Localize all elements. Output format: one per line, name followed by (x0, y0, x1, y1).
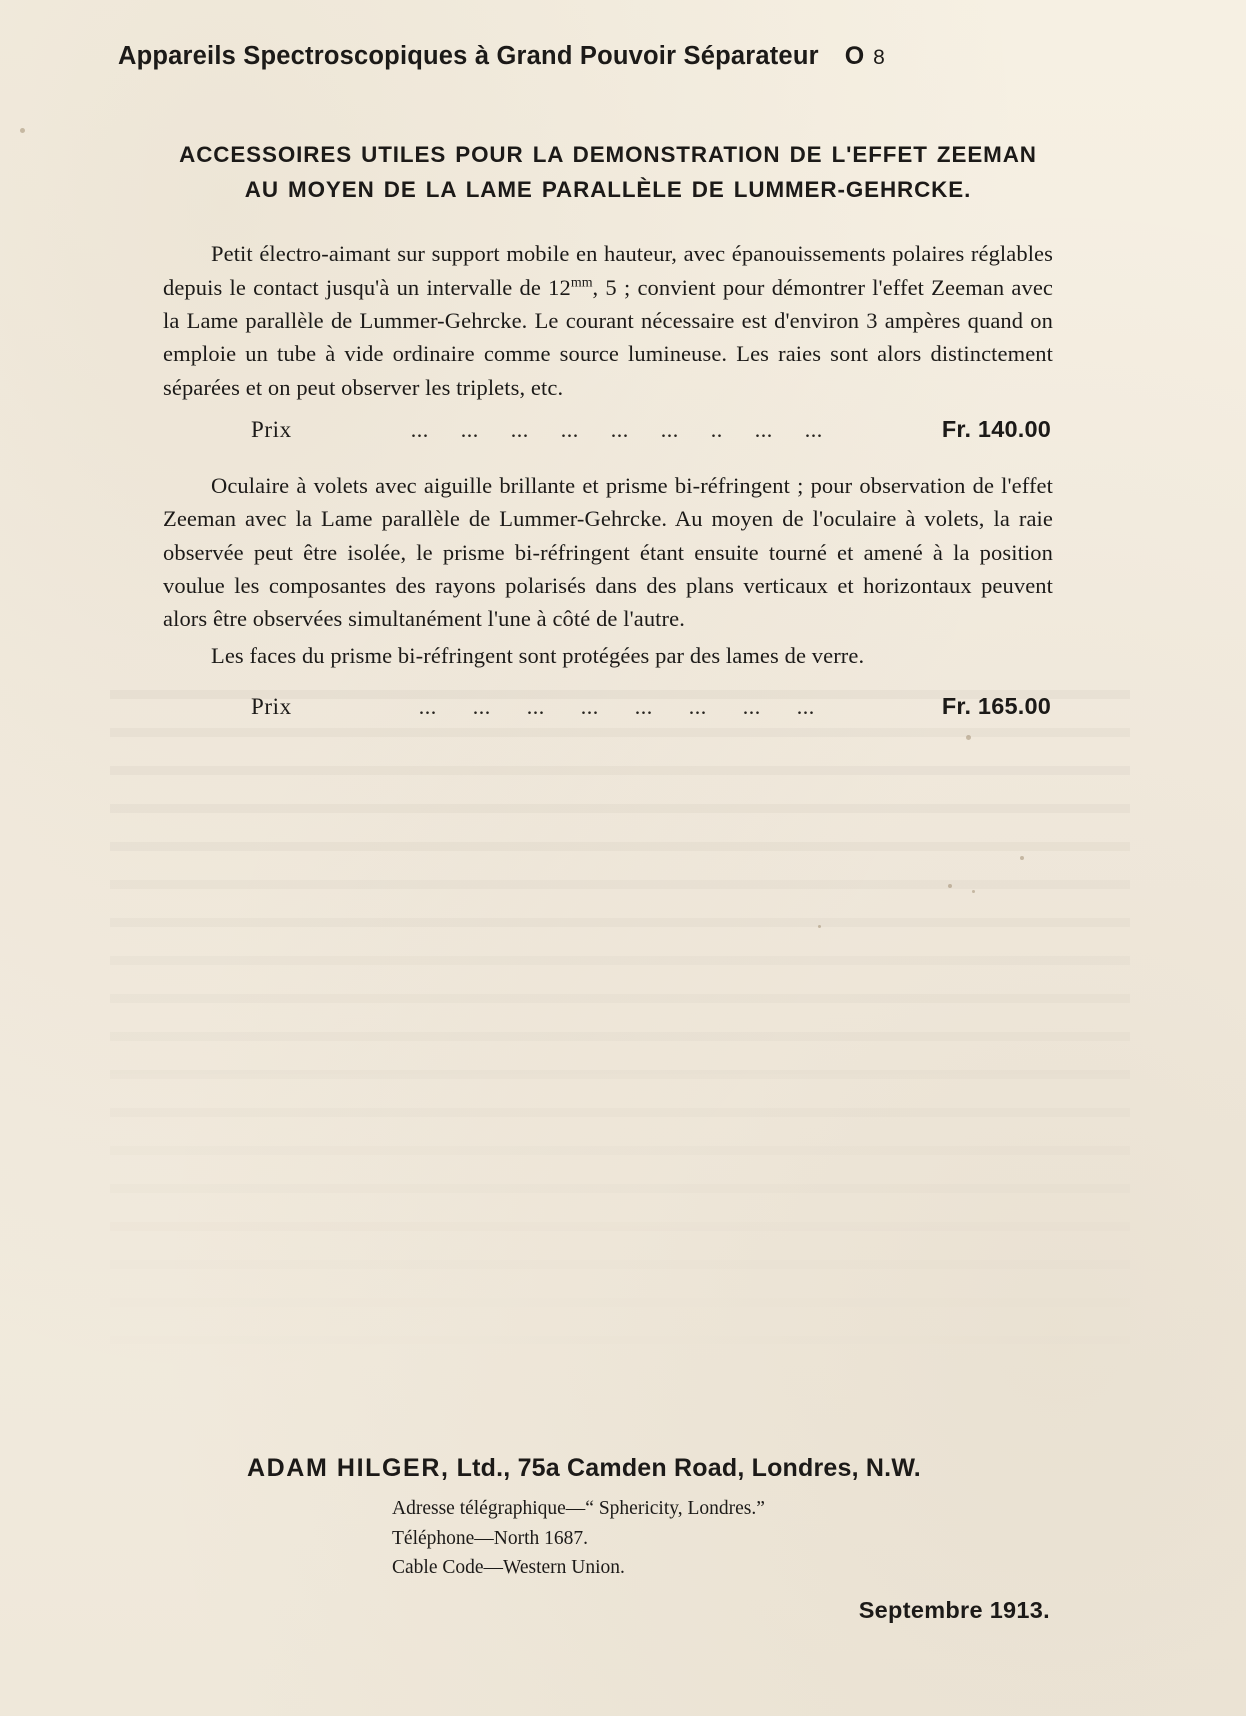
page-footer (0, 1286, 1246, 1716)
price-leader-dots: ... ... ... ... ... ... .. ... ... (410, 416, 823, 442)
publication-date: Septembre 1913. (858, 1597, 1050, 1623)
paper-speck (818, 925, 821, 928)
paragraph-oculaire-a-volets: Oculaire à volets avec aiguille brillante et prisme bi-réfringent ; pour observation de l'effet Zeeman avec la Lame parallèle de Lummer-Gehrcke. Au moyen de l'oculaire à volets, la raie observée peut être isolée, le prisme bi-réfringent étant ensuite tourné et amené à la position voulue les composantes des rayons polarisés dans des plans verticaux et horizontaux peuvent alors être observées simultanément l'une à côté de l'autre. (163, 472, 1053, 632)
contact-block (392, 1494, 765, 1583)
price-label: Prix (251, 416, 292, 442)
folio-number: 8 (873, 46, 885, 69)
cable-code: Cable Code—Western Union. (392, 1557, 625, 1579)
price-leader-dots: ... ... ... ... ... ... ... ... (418, 693, 815, 719)
folio (845, 42, 885, 71)
price-value: Fr. 140.00 (941, 415, 1051, 442)
price-label: Prix (251, 693, 292, 719)
paper-speck (972, 890, 975, 893)
paper-speck (966, 735, 971, 740)
page-bleed-through (110, 690, 1130, 1390)
section-heading-line-1: ACCESSOIRES UTILES POUR LA DEMONSTRATION DE L'EFFET ZEEMAN (179, 142, 1037, 167)
paper-speck (20, 128, 25, 133)
paragraph-1-part-a: Petit électro-aimant sur support mobile en hauteur, avec épanouissements polaires réglables depuis le contact jusqu'à un intervalle de 12 (163, 241, 1053, 300)
paper-speck (1020, 856, 1024, 860)
paragraph-1-part-b: , 5 ; convient pour démontrer l'effet Zeeman avec la Lame parallèle de Lummer-Gehrcke. Le courant nécessaire est d'environ 3 ampères quand on emploie un tube à vide ordinaire comme source lumineuse. Les raies sont alors distinctement séparées et on peut observer les triplets, etc. (163, 274, 1053, 400)
company-address: Ltd., 75a Camden Road, Londres, N.W. (449, 1454, 921, 1482)
paragraph-prisme-faces: Les faces du prisme bi-réfringent sont protégées par des lames de verre. (211, 643, 865, 669)
price-row-electro-aimant (163, 416, 1053, 443)
unit-superscript-mm: mm (570, 275, 593, 291)
section-heading (163, 138, 1053, 207)
paper-speck (948, 884, 952, 888)
telephone-number: Téléphone—North 1687. (392, 1527, 589, 1549)
price-value: Fr. 165.00 (941, 692, 1051, 719)
price-row-oculaire (163, 693, 1053, 720)
header-title: Appareils Spectroscopiques à Grand Pouvoir Séparateur (118, 42, 819, 70)
folio-letter: O (844, 42, 865, 70)
paragraph-electro-aimant (163, 237, 1053, 403)
page-content (163, 138, 1053, 720)
running-header (0, 42, 1246, 71)
company-line (247, 1454, 921, 1483)
company-name: ADAM HILGER, (247, 1454, 450, 1482)
section-heading-line-2: AU MOYEN DE LA LAME PARALLÈLE DE LUMMER-GEHRCKE. (244, 176, 972, 202)
telegraphic-address: Adresse télégraphique—“ Sphericity, Londres.” (392, 1498, 765, 1519)
